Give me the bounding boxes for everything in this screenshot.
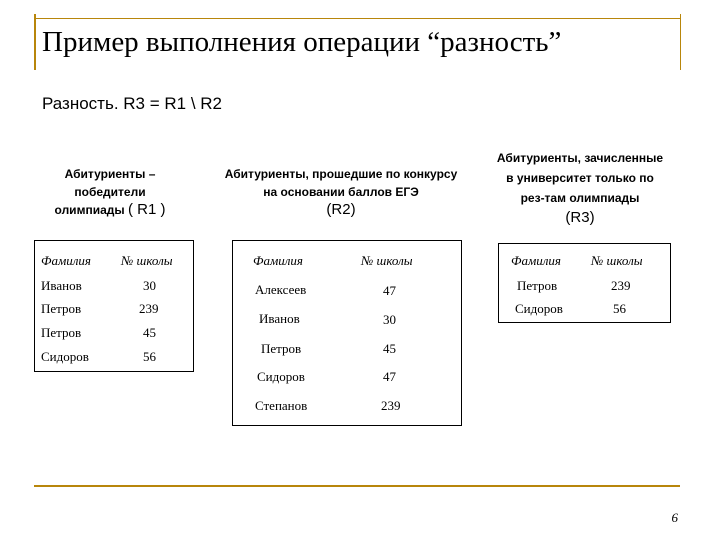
r3-header-school: № школы xyxy=(591,253,643,268)
table-cell: Петров xyxy=(41,301,82,316)
r2-header-school: № школы xyxy=(361,253,413,268)
table-cell: 56 xyxy=(143,349,156,364)
r2-relation-label: (R2) xyxy=(326,201,356,218)
table-cell: 239 xyxy=(381,398,401,413)
r2-caption: Абитуриенты, прошедшие по конкурсу на основании баллов ЕГЭ xyxy=(224,167,458,199)
r1-caption: Абитуриенты – победители олимпиады xyxy=(54,167,156,217)
table-cell: 47 xyxy=(383,283,396,298)
r1-header-name: Фамилия xyxy=(41,253,91,268)
r1-relation-label: ( R1 ) xyxy=(127,201,166,218)
table-cell: 45 xyxy=(383,341,396,356)
table-cell: 56 xyxy=(613,301,626,316)
table-cell: Петров xyxy=(261,341,302,356)
table-cell: 47 xyxy=(383,369,396,384)
table-cell: 30 xyxy=(383,312,396,327)
subtitle: Разность. R3 = R1 \ R2 xyxy=(42,94,223,113)
table-cell: Петров xyxy=(41,325,82,340)
table-cell: Иванов xyxy=(259,311,300,326)
table-cell: 30 xyxy=(143,278,156,293)
right-accent-line xyxy=(680,14,681,70)
bottom-accent-line xyxy=(34,485,680,487)
r2-header-name: Фамилия xyxy=(253,253,303,268)
table-cell: Сидоров xyxy=(515,301,563,316)
table-cell: 45 xyxy=(143,325,156,340)
top-accent-line xyxy=(34,18,680,19)
r3-caption-block xyxy=(495,148,665,228)
page-number: 6 xyxy=(671,510,678,525)
page-title: Пример выполнения операции “разность” xyxy=(42,26,562,58)
table-cell: Степанов xyxy=(255,398,308,413)
r2-table xyxy=(232,240,462,426)
table-cell: Сидоров xyxy=(41,349,89,364)
r1-header-school: № школы xyxy=(121,253,173,268)
r1-table xyxy=(34,240,194,372)
r3-table xyxy=(498,243,671,323)
table-cell: 239 xyxy=(611,278,631,293)
table-cell: Иванов xyxy=(41,278,82,293)
r3-relation-label: (R3) xyxy=(565,209,595,226)
table-cell: Сидоров xyxy=(257,369,305,384)
table-cell: 239 xyxy=(139,301,159,316)
r3-caption: Абитуриенты, зачисленные в университет только по рез-там олимпиады xyxy=(496,151,664,205)
r1-caption-block xyxy=(40,165,180,219)
table-cell: Петров xyxy=(517,278,558,293)
r3-header-name: Фамилия xyxy=(511,253,561,268)
r2-caption-block xyxy=(218,165,464,219)
table-cell: Алексеев xyxy=(255,282,307,297)
left-accent-line xyxy=(34,14,36,70)
